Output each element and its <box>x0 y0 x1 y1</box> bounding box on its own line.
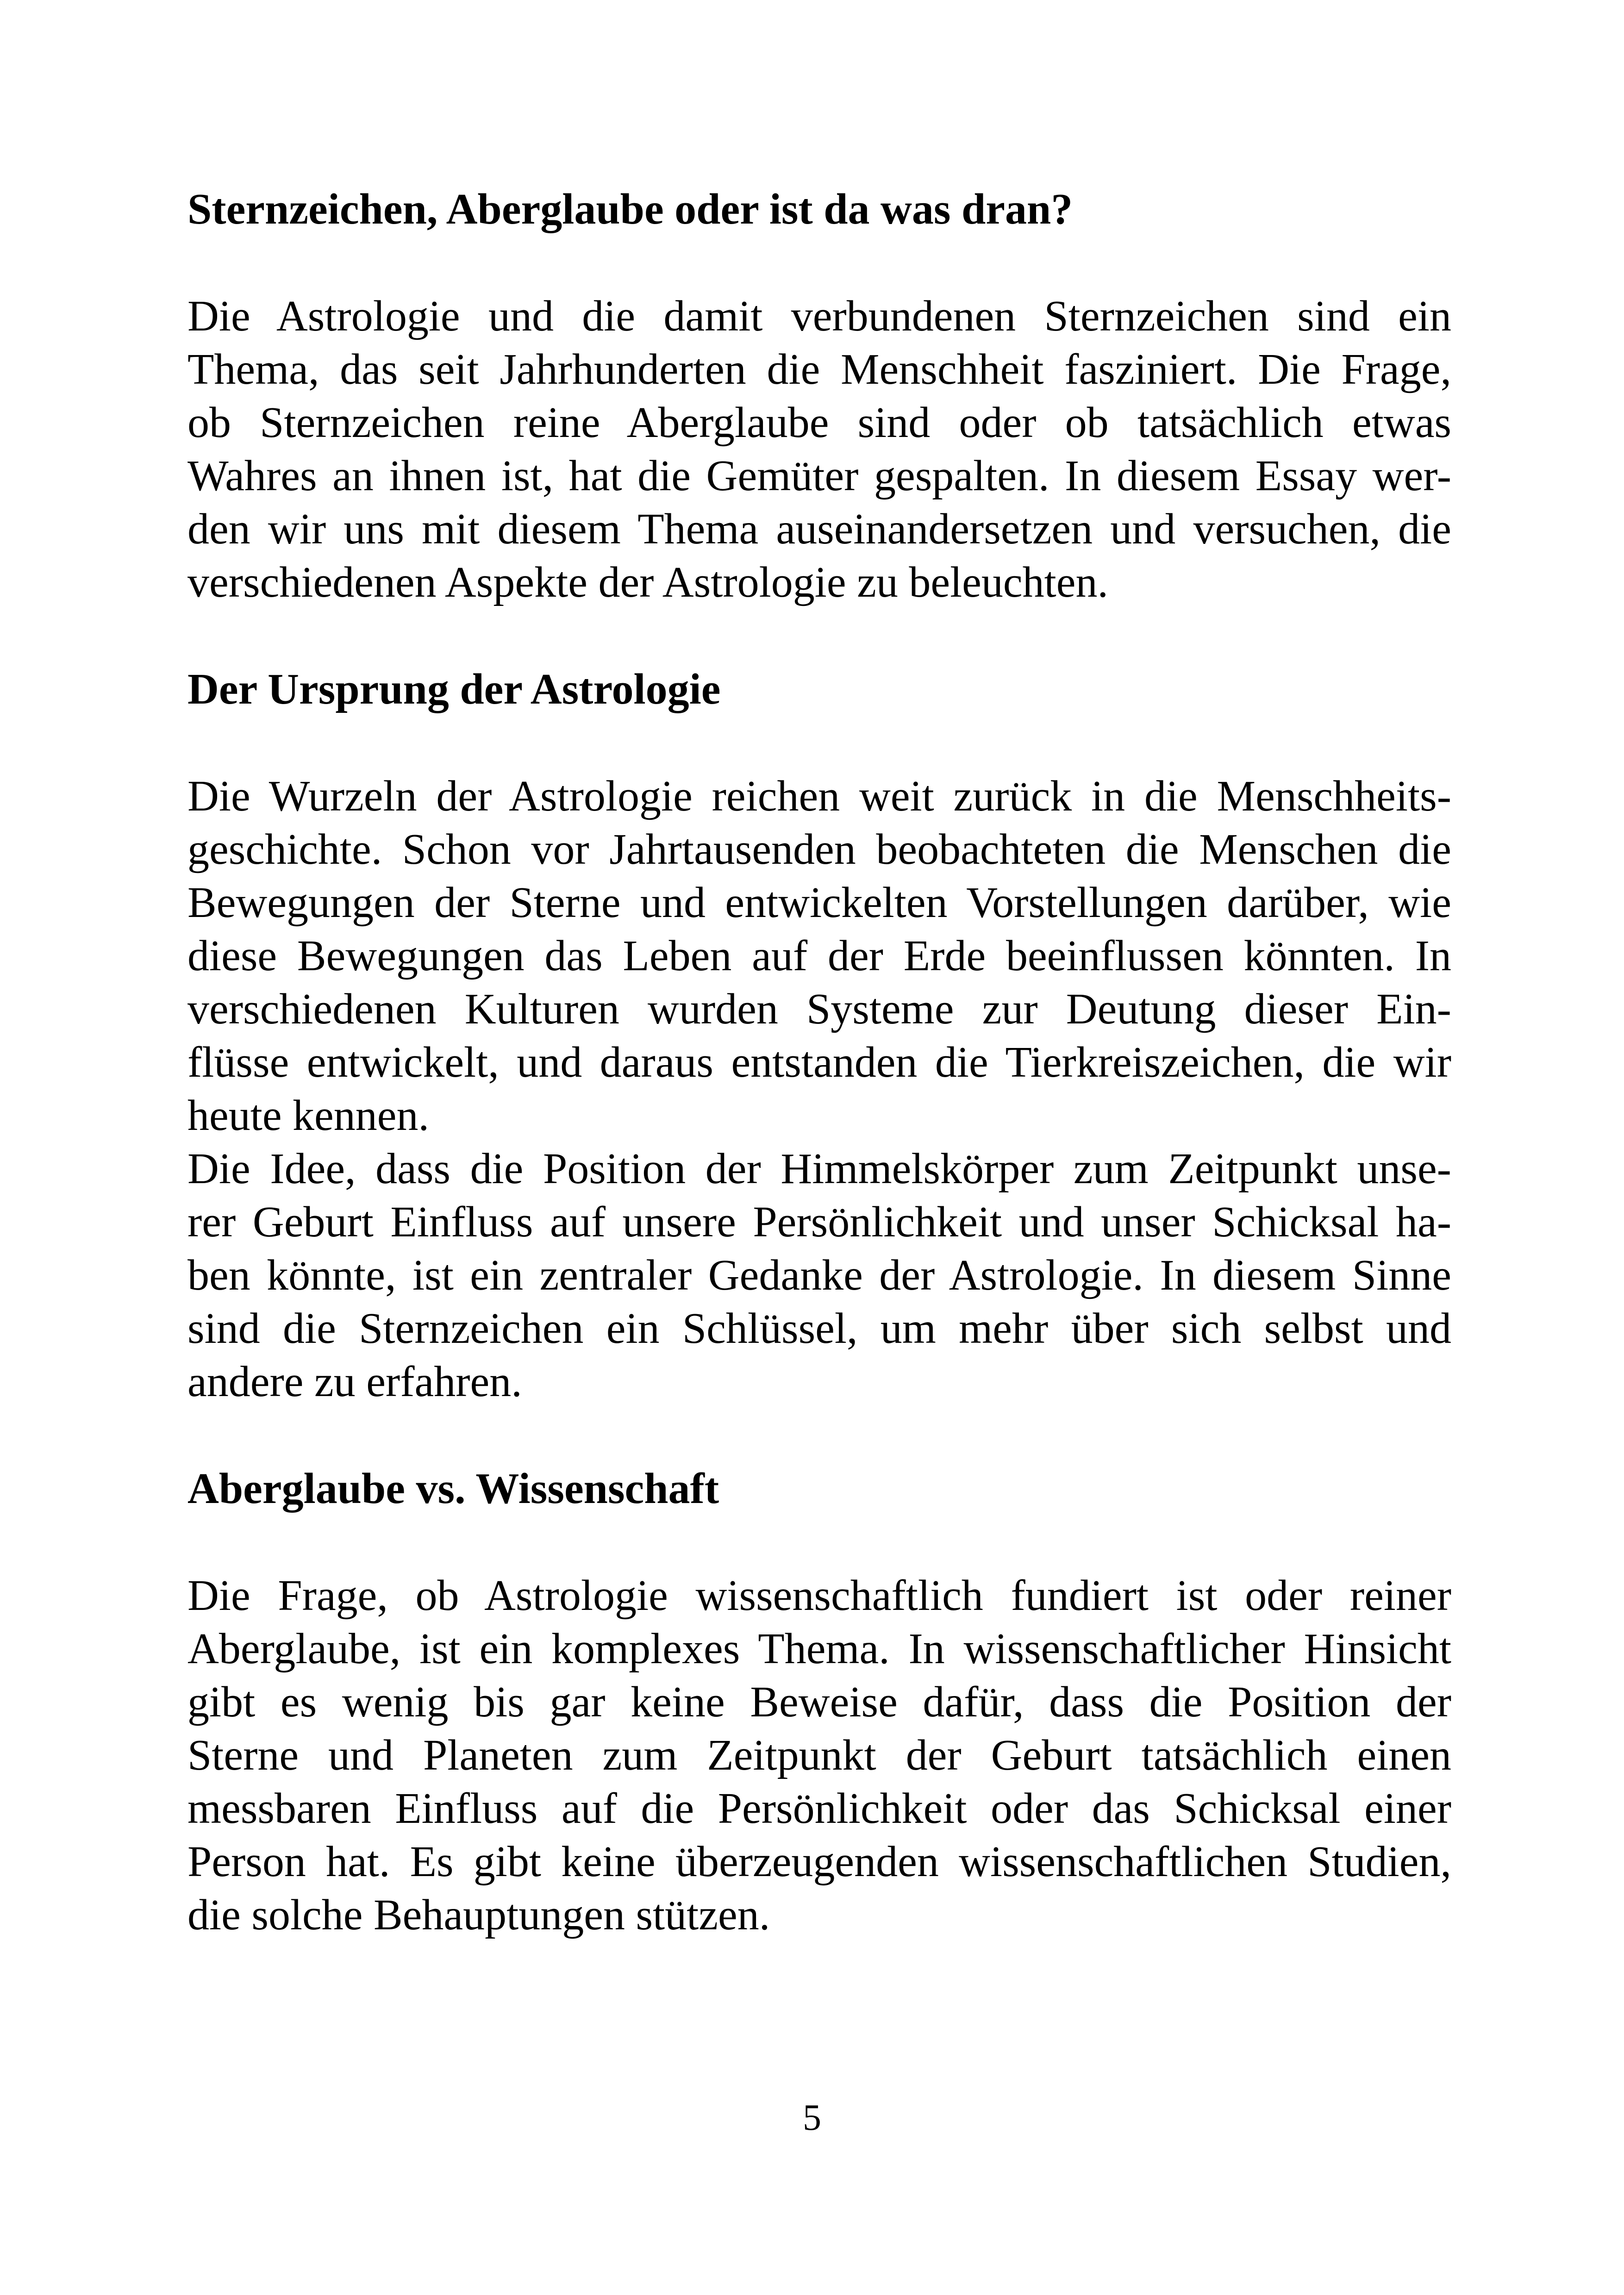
text-line: gibt es wenig bis gar keine Beweise dafür, dass die Position der <box>187 1678 1451 1726</box>
paragraph <box>187 770 1451 1142</box>
text-line: die solche Behauptungen stützen. <box>187 1891 770 1939</box>
text-line: rer Geburt Einfluss auf unsere Persönlichkeit und unser Schicksal ha- <box>187 1198 1451 1246</box>
text-line: Die Frage, ob Astrologie wissenschaftlich fundiert ist oder reiner <box>187 1572 1451 1620</box>
text-line: den wir uns mit diesem Thema auseinandersetzen und versuchen, die <box>187 505 1451 553</box>
section-heading: Der Ursprung der Astrologie <box>187 665 721 713</box>
text-line: Thema, das seit Jahrhunderten die Menschheit fasziniert. Die Frage, <box>187 345 1451 393</box>
text-line: Person hat. Es gibt keine überzeugenden wissenschaftlichen Studien, <box>187 1838 1451 1886</box>
text-line: Die Astrologie und die damit verbundenen Sternzeichen sind ein <box>187 292 1451 340</box>
text-line: sind die Sternzeichen ein Schlüssel, um mehr über sich selbst und <box>187 1304 1451 1353</box>
section-heading: Sternzeichen, Aberglaube oder ist da was dran? <box>187 185 1073 233</box>
text-line: Sterne und Planeten zum Zeitpunkt der Geburt tatsächlich einen <box>187 1731 1451 1779</box>
text-line: ob Sternzeichen reine Aberglaube sind oder ob tatsächlich etwas <box>187 399 1451 447</box>
text-line: Wahres an ihnen ist, hat die Gemüter gespalten. In diesem Essay wer- <box>187 452 1451 500</box>
text-line: verschiedenen Kulturen wurden Systeme zur Deutung dieser Ein- <box>187 985 1451 1033</box>
text-line: Aberglaube, ist ein komplexes Thema. In wissenschaftlicher Hinsicht <box>187 1625 1451 1673</box>
text-line: heute kennen. <box>187 1091 430 1140</box>
text-line: andere zu erfahren. <box>187 1358 522 1406</box>
text-line: verschiedenen Aspekte der Astrologie zu beleuchten. <box>187 558 1108 606</box>
text-line: messbaren Einfluss auf die Persönlichkeit oder das Schicksal einer <box>187 1784 1451 1833</box>
text-line: Bewegungen der Sterne und entwickelten Vorstellungen darüber, wie <box>187 879 1451 927</box>
page-content <box>187 183 1451 1942</box>
text-line: Die Idee, dass die Position der Himmelskörper zum Zeitpunkt unse- <box>187 1145 1451 1193</box>
section-heading: Aberglaube vs. Wissenschaft <box>187 1465 719 1513</box>
paragraph <box>187 290 1451 609</box>
paragraph <box>187 1142 1451 1409</box>
text-line: ben könnte, ist ein zentraler Gedanke der Astrologie. In diesem Sinne <box>187 1251 1451 1299</box>
text-line: flüsse entwickelt, und daraus entstanden die Tierkreiszeichen, die wir <box>187 1038 1451 1086</box>
text-line: geschichte. Schon vor Jahrtausenden beobachteten die Menschen die <box>187 825 1451 873</box>
page-number: 5 <box>803 2097 821 2138</box>
text-line: Die Wurzeln der Astrologie reichen weit zurück in die Menschheits- <box>187 772 1451 820</box>
text-line: diese Bewegungen das Leben auf der Erde beeinflussen könnten. In <box>187 932 1451 980</box>
paragraph <box>187 1569 1451 1942</box>
